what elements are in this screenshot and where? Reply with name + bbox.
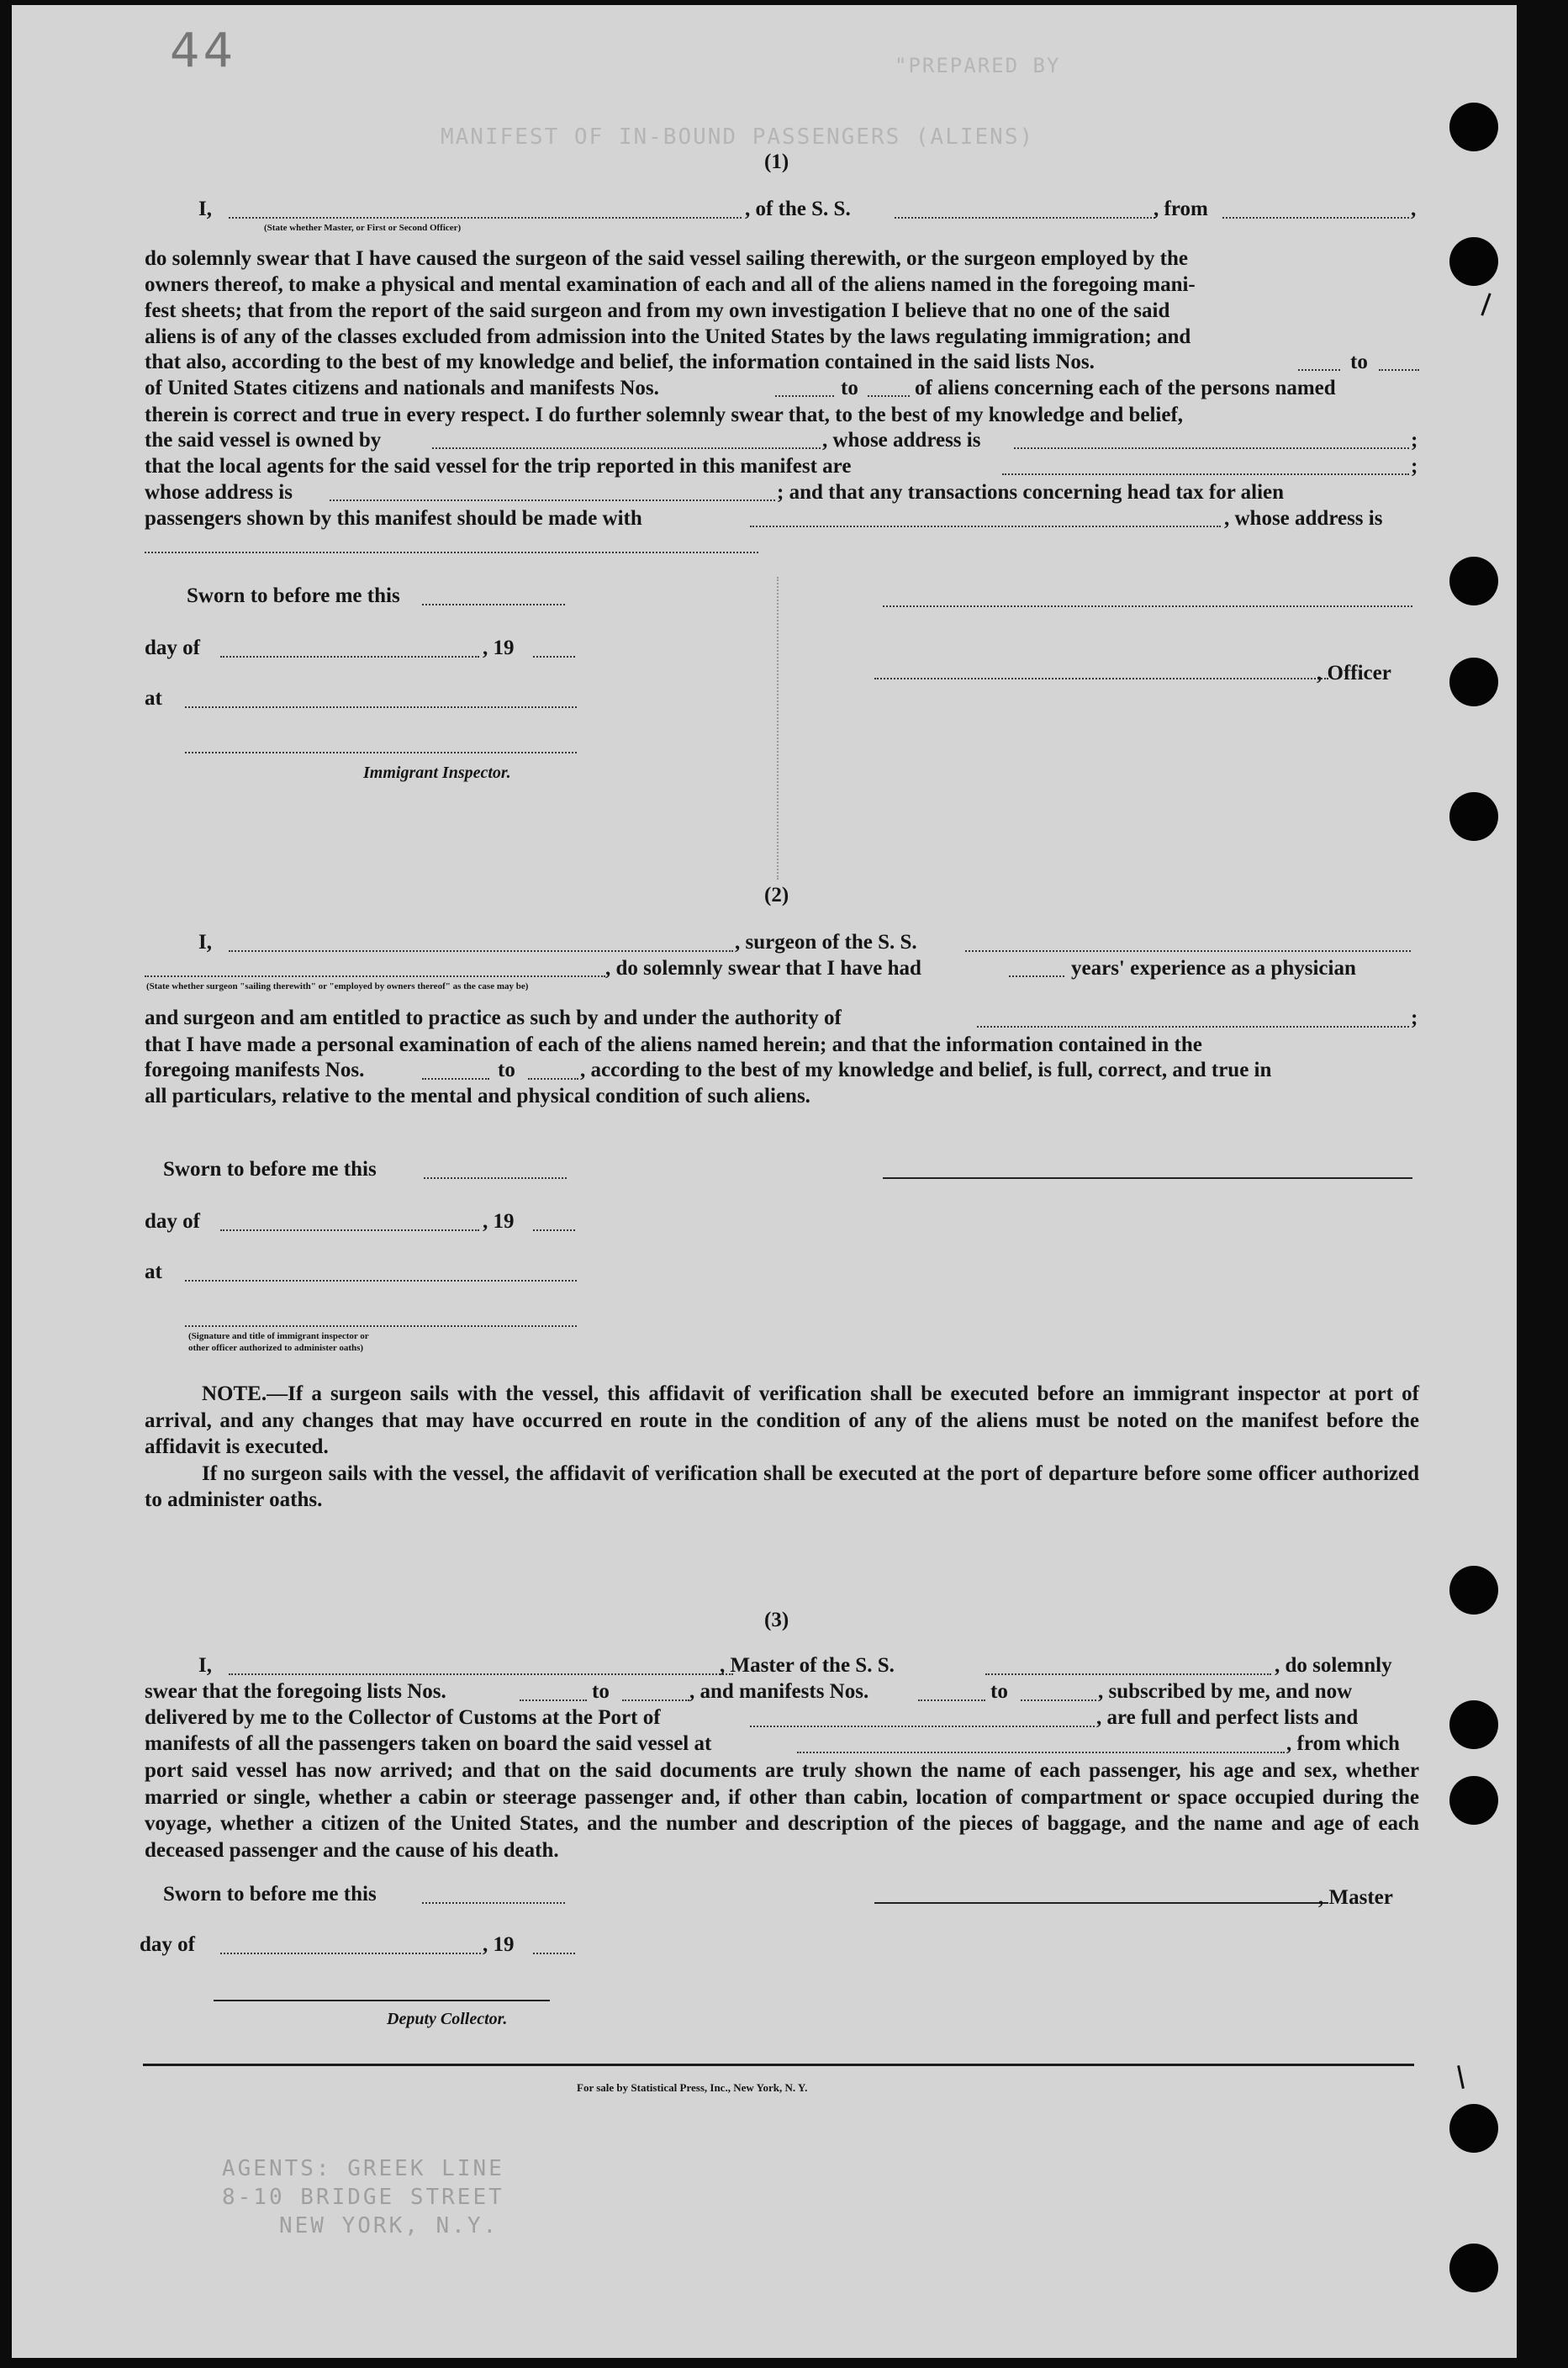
s1-ship-name-field[interactable] <box>895 217 1155 219</box>
s1-i-label: I, <box>198 198 212 220</box>
s2-particulars-line: all particulars, relative to the mental and physical condition of such aliens. <box>145 1085 810 1107</box>
s2-note-text: —If a surgeon sails with the vessel, this affidavit of verification shall be executed before an immigrant inspector at port of arrival, and any changes that may have occurred en route in the condition of any of the aliens must be noted on the manifest before the affidavit is executed. <box>145 1382 1419 1458</box>
s3-master-signature-line[interactable] <box>874 1902 1328 1904</box>
s1-owned-line: the said vessel is owned by <box>145 429 382 452</box>
s1-line1-end: , <box>1411 198 1417 220</box>
s2-day-field[interactable] <box>220 1229 479 1231</box>
s3-taken-line: manifests of all the passengers taken on board the said vessel at <box>145 1732 712 1755</box>
s3-embark-port-field[interactable] <box>797 1752 1285 1753</box>
s2-manifests-from-field[interactable] <box>422 1078 489 1080</box>
s3-perfect-lists: , are full and perfect lists and <box>1096 1706 1359 1729</box>
s1-day-label: day of <box>145 637 200 659</box>
manifest-title-bleed: MANIFEST OF IN-BOUND PASSENGERS (ALIENS) <box>441 124 1035 150</box>
binder-hole <box>1449 1776 1498 1825</box>
s3-day-label: day of <box>140 1933 195 1956</box>
s3-port-field[interactable] <box>750 1726 1095 1727</box>
s2-authority-line: and surgeon and am entitled to practice as such by and under the authority of <box>145 1007 842 1029</box>
section-1-divider <box>777 577 779 880</box>
s1-from-field[interactable] <box>1222 217 1409 219</box>
s3-subscribed: , subscribed by me, and now <box>1098 1680 1353 1703</box>
s1-owned-end: ; <box>1411 429 1418 452</box>
agency-stamp-line-1: AGENTS: GREEK LINE <box>222 2156 504 2181</box>
s2-years-field[interactable] <box>1009 975 1064 977</box>
s1-ss-label: , of the S. S. <box>745 198 851 220</box>
section-3-number: (3) <box>764 1609 789 1631</box>
s3-master-name-field[interactable] <box>229 1673 733 1675</box>
s2-surgeon-type-field[interactable] <box>145 975 605 977</box>
s2-i-label: I, <box>198 931 212 954</box>
s1-address-line: whose address is <box>145 481 293 504</box>
s3-manifests-from-field[interactable] <box>918 1699 985 1701</box>
s2-at-label: at <box>145 1261 162 1283</box>
s1-passengers-address-label: , whose address is <box>1224 507 1383 530</box>
binder-hole <box>1449 792 1498 841</box>
s3-manifests-to: to <box>990 1680 1008 1703</box>
binder-hole <box>1449 1700 1498 1749</box>
s2-year-prefix: , 19 <box>483 1210 515 1233</box>
s3-solemnly: , do solemnly <box>1275 1654 1392 1677</box>
s3-body: port said vessel has now arrived; and that on the said documents are truly shown the name of each passenger, his age and sex, whether married or single, whether a cabin or steerage passenger and, if other than cabin, location of compartment or space occupied during the voyage, whether a citizen of the United States, and the number and description of the pieces of baggage, and the name and age of each deceased passenger and the cause of his death. <box>145 1759 1419 1862</box>
s3-collector-sig-line[interactable] <box>214 2000 550 2001</box>
s3-collector-label: Deputy Collector. <box>387 2010 508 2028</box>
s1-manifests-to-field[interactable] <box>868 395 910 397</box>
binder-hole <box>1449 557 1498 605</box>
footer-rule <box>143 2064 1414 2066</box>
binder-hole <box>1449 103 1498 151</box>
s1-headtax-party-field[interactable] <box>750 526 1221 527</box>
s2-manifests-to: to <box>498 1059 515 1081</box>
s1-master-note: (State whether Master, or First or Second Officer) <box>264 223 462 233</box>
page-number: 44 <box>170 24 237 78</box>
agency-stamp-line-3: NEW YORK, N.Y. <box>279 2213 499 2238</box>
s1-body-2: owners thereof, to make a physical and mental examination of each and all of the aliens named in the foregoing mani- <box>145 273 1196 296</box>
s3-year-field[interactable] <box>533 1953 575 1954</box>
s2-year-field[interactable] <box>533 1229 575 1231</box>
s1-owner-field[interactable] <box>432 447 821 449</box>
agency-stamp-line-2: 8-10 BRIDGE STREET <box>222 2185 504 2210</box>
s3-master-label: , Master <box>1318 1886 1393 1909</box>
s3-lists-line: swear that the foregoing lists Nos. <box>145 1680 446 1703</box>
s1-body-1: do solemnly swear that I have caused the surgeon of the said vessel sailing therewith, or the surgeon employed by the <box>145 247 1188 270</box>
s2-manifests-tail: , according to the best of my knowledge and belief, is full, correct, and true in <box>580 1059 1272 1081</box>
s1-body-3: fest sheets; that from the report of the said surgeon and from my own investigation I believe that no one of the said <box>145 299 1170 322</box>
s1-agents-field[interactable] <box>1002 473 1409 475</box>
s1-year-field[interactable] <box>533 656 575 658</box>
s2-authority-end: ; <box>1411 1007 1418 1029</box>
s1-lists-to-field[interactable] <box>1379 369 1419 371</box>
s1-agents-address-field[interactable] <box>330 500 775 501</box>
s1-from-label: , from <box>1154 198 1208 220</box>
section-2-number: (2) <box>764 884 789 906</box>
s2-manifests-to-field[interactable] <box>528 1078 578 1080</box>
s1-at-field[interactable] <box>185 706 577 708</box>
pencil-mark <box>1481 293 1491 315</box>
s1-manifests-from-field[interactable] <box>775 395 834 397</box>
s1-headtax-address-field[interactable] <box>145 552 758 553</box>
s1-year-prefix: , 19 <box>483 637 515 659</box>
s2-signature-line[interactable] <box>883 1177 1412 1179</box>
s1-nos-to: to <box>1350 351 1368 373</box>
s1-passengers-line: passengers shown by this manifest should be made with <box>145 507 642 530</box>
s2-note-label: NOTE. <box>202 1382 267 1405</box>
s3-from-which: , from which <box>1286 1732 1400 1755</box>
s1-agents-end: ; <box>1411 455 1418 478</box>
s2-swear-text: , do solemnly swear that I have had <box>605 957 921 980</box>
s2-physician-text: years' experience as a physician <box>1071 957 1356 980</box>
s3-year-prefix: , 19 <box>483 1933 515 1956</box>
s1-citizens-to: to <box>841 377 858 399</box>
s2-signature-note-2: other officer authorized to administer oaths) <box>188 1343 364 1353</box>
s3-sworn-label: Sworn to before me this <box>163 1883 377 1906</box>
s3-i-label: I, <box>198 1654 212 1677</box>
s2-note-paragraph <box>145 1381 1419 1514</box>
s2-sworn-label: Sworn to before me this <box>163 1158 377 1181</box>
s1-owner-address-label: , whose address is <box>822 429 981 452</box>
s3-master-ss-label: , Master of the S. S. <box>720 1654 895 1677</box>
s1-day-field[interactable] <box>220 656 479 658</box>
s1-signature-line[interactable] <box>883 605 1412 607</box>
s1-agents-line: that the local agents for the said vessel for the trip reported in this manifest are <box>145 455 852 478</box>
s2-ship-field[interactable] <box>965 950 1411 952</box>
s2-authority-field[interactable] <box>977 1026 1409 1028</box>
prepared-by-bleed: "PREPARED BY <box>895 54 1061 77</box>
s1-headtax-text: ; and that any transactions concerning head tax for alien <box>777 481 1285 504</box>
manifest-page <box>12 5 1517 2358</box>
s1-citizens-tail: of aliens concerning each of the persons named <box>915 377 1336 399</box>
s2-day-label: day of <box>145 1210 200 1233</box>
s1-citizens-line: of United States citizens and nationals and manifests Nos. <box>145 377 659 399</box>
binder-hole <box>1449 237 1498 286</box>
s2-surgeon-ss-label: , surgeon of the S. S. <box>735 931 917 954</box>
s3-sworn-day-field[interactable] <box>422 1902 565 1904</box>
s1-inspector-label: Immigrant Inspector. <box>363 764 511 782</box>
section-1-number: (1) <box>764 151 789 173</box>
s2-inspector-sig-line[interactable] <box>185 1325 577 1327</box>
s1-body-4: aliens is of any of the classes excluded from admission into the United States by the laws regulating immigration; and <box>145 325 1191 348</box>
s3-lists-to-field[interactable] <box>622 1699 689 1701</box>
s1-lists-from-field[interactable] <box>1298 369 1340 371</box>
s3-day-field[interactable] <box>220 1953 481 1954</box>
s1-nos-line: that also, according to the best of my knowledge and belief, the information contained in the said lists Nos. <box>145 351 1095 373</box>
s2-surgeon-name-field[interactable] <box>229 950 733 952</box>
s3-manifests-label: , and manifests Nos. <box>689 1680 869 1703</box>
binder-hole <box>1449 2104 1498 2153</box>
s1-sworn-label: Sworn to before me this <box>187 584 400 607</box>
footer-printer: For sale by Statistical Press, Inc., New York, N. Y. <box>577 2081 808 2094</box>
s2-at-field[interactable] <box>185 1280 577 1282</box>
s2-surgeon-note: (State whether surgeon "sailing therewith" or "employed by owners thereof" as the case may be) <box>146 981 529 991</box>
s2-sworn-day-field[interactable] <box>424 1177 567 1179</box>
binder-hole <box>1449 658 1498 706</box>
s2-signature-note-1: (Signature and title of immigrant inspector or <box>188 1331 369 1341</box>
s3-manifests-to-field[interactable] <box>1021 1699 1096 1701</box>
s1-at-label: at <box>145 687 162 710</box>
s1-owner-address-field[interactable] <box>1014 447 1409 449</box>
s1-inspector-sig-line[interactable] <box>185 752 577 753</box>
s1-officer-field[interactable] <box>874 678 1328 679</box>
binder-hole <box>1449 2244 1498 2292</box>
pencil-mark <box>1457 2065 1465 2089</box>
s2-manifests-line: foregoing manifests Nos. <box>145 1059 365 1081</box>
s1-sworn-day-field[interactable] <box>422 604 565 605</box>
s2-exam-line: that I have made a personal examination of each of the aliens named herein; and that the information contained in the <box>145 1033 1202 1056</box>
binder-hole <box>1449 1566 1498 1615</box>
s3-ship-field[interactable] <box>985 1673 1271 1675</box>
s1-officer-label: , Officer <box>1317 662 1391 684</box>
s2-note-text-2: If no surgeon sails with the vessel, the affidavit of verification shall be executed at the port of departure before some officer authorized to administer oaths. <box>145 1462 1419 1511</box>
s1-officer-name-field[interactable] <box>229 217 742 219</box>
s3-delivered-line: delivered by me to the Collector of Customs at the Port of <box>145 1706 661 1729</box>
s1-correct-line: therein is correct and true in every respect. I do further solemnly swear that, to the best of my knowledge and belief, <box>145 404 1184 426</box>
s3-lists-to: to <box>592 1680 610 1703</box>
s3-lists-from-field[interactable] <box>520 1699 587 1701</box>
